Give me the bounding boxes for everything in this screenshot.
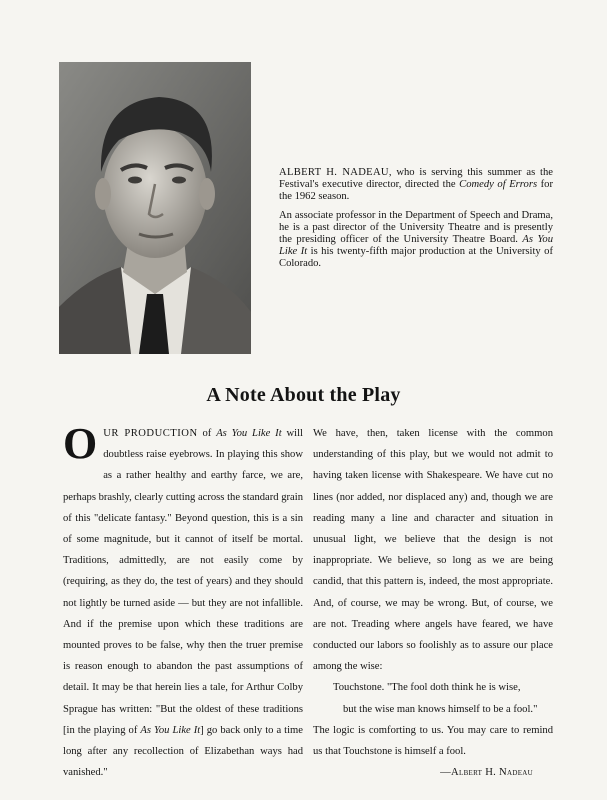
article-column-right (313, 423, 553, 783)
quote-line-1: Touchstone. "The fool doth think he is wise, (333, 682, 521, 694)
bio-text: is his twenty-fifth major production at the University of Colorado. (279, 246, 554, 270)
bio-paragraph-2 (279, 210, 553, 271)
article-text: of (197, 428, 217, 439)
article-text: will doubtless raise eyebrows. In playing this show as a rather healthy and earthy farce, we are, perhaps brashly, clearly cutting across the standard grain of this "delicate fantasy." Beyond question, this is a sin of some magnitude, but it cannot of itself be mortal. Traditions, admittedly, are not easily come by (requiring, as they do, the test of years) and they should not lightly be turned aside — but they are not infallible. And if the premise upon which these traditions are mounted proves to be false, why then the truer premise is reason enough to abandon the past assumptions of detail. It may be that herein lies a tale, for Arthur Colby Sprague has written: "But the oldest of these traditions [in the playing of (63, 428, 303, 736)
bio-text: , who is serving this summer as the Festival's executive director, directed the (279, 167, 553, 191)
bio-play-title: Comedy of Errors (459, 179, 538, 191)
portrait-illustration (59, 62, 251, 354)
bio-text: An associate professor in the Department of Speech and Drama, he is a past director of the University Theatre and is presently the presiding officer of the University Theatre Board. (279, 209, 553, 246)
article-closing: The logic is comforting to us. You may care to remind us that Touchstone is himself a fool. (313, 724, 553, 758)
article-paragraph-1 (63, 419, 304, 783)
bio-name: ALBERT H. NADEAU (279, 167, 389, 178)
signature: —Albert H. Nadeau (440, 767, 533, 779)
drop-cap: O (63, 419, 98, 468)
article-title: A Note About the Play (206, 384, 401, 406)
article-text: ] go back only to a time long after any recollection of Elizabethan ways had vanished." (63, 724, 304, 779)
bio-text: for the 1962 season. (279, 179, 553, 203)
quote-line-2: but the wise man knows himself to be a fool." (343, 703, 538, 715)
bio-play-title: As You Like It (279, 234, 553, 258)
article-column-left (63, 419, 304, 783)
play-title: As You Like It (216, 428, 282, 439)
bio-paragraph-1 (279, 167, 553, 204)
lead-caps: UR PRODUCTION (103, 428, 198, 439)
biography (279, 167, 553, 277)
article-paragraph-2: We have, then, taken license with the common understanding of this play, but we would not admit to having taken license with Shakespeare. We have cut no lines (nor added, nor displaced any) and, though we are reading many a line and character and situation in unusual light, we believe that the design is not inappropriate. We believe, so long as we are being candid, that this pattern is, indeed, the most appropriate. And, of course, we may be wrong. But, of course, we are not. Treading where angels have feared, we have conducted our labors so foolishly as to assure our place among the wise: (313, 428, 553, 673)
play-title: As You Like It (140, 724, 201, 736)
portrait-photo (59, 62, 251, 354)
